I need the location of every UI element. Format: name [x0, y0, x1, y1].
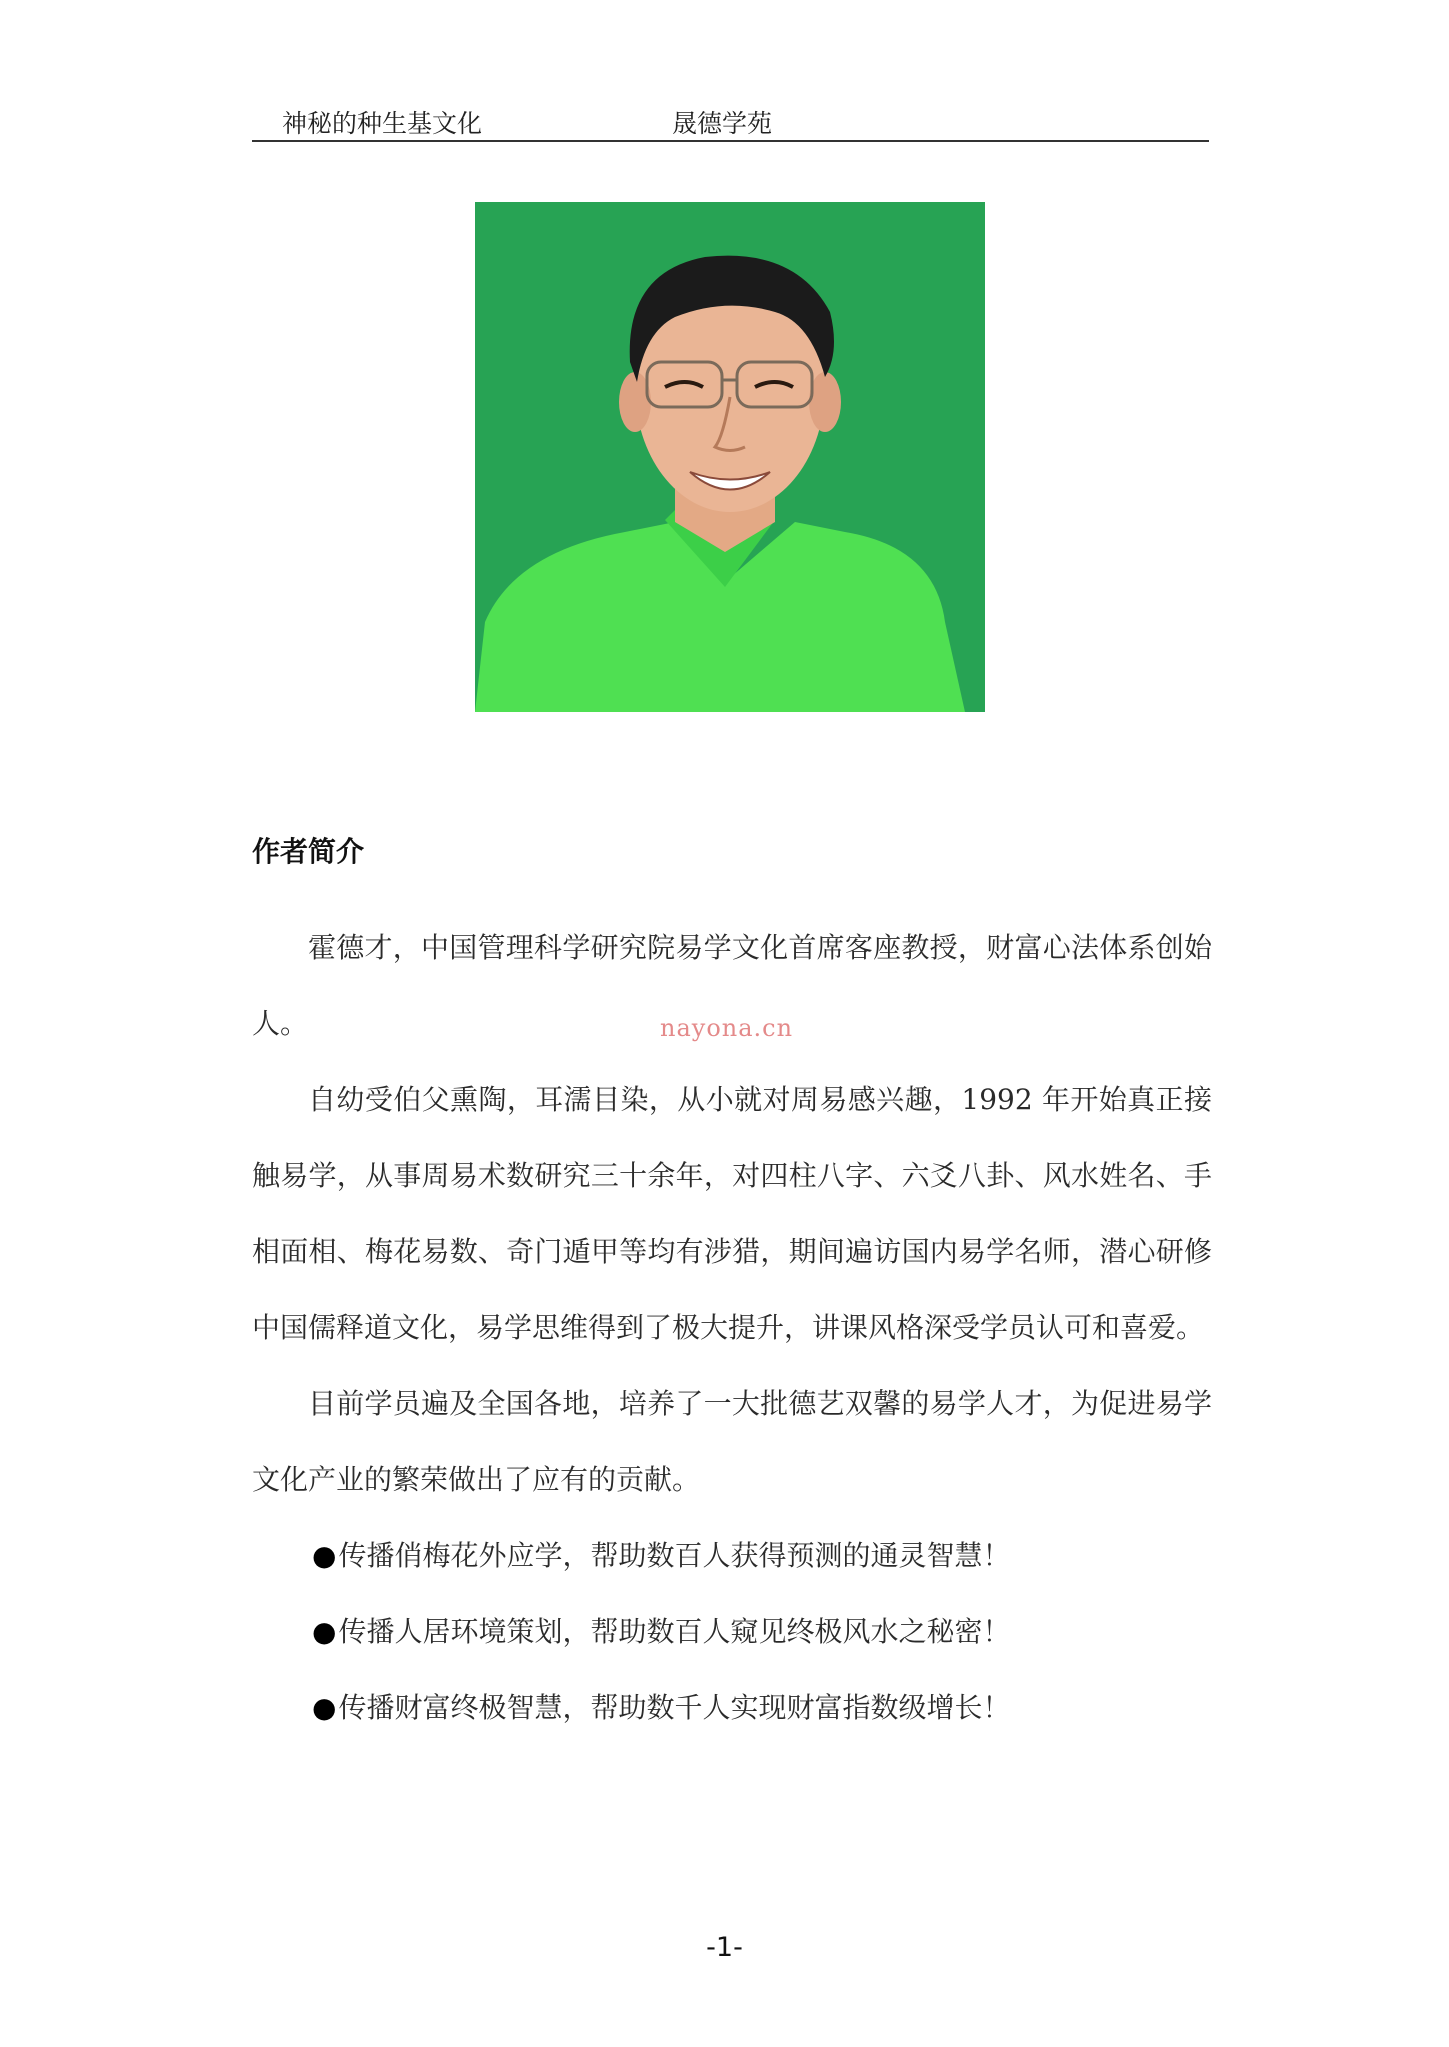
page-number: -1- [706, 1932, 743, 1963]
author-bio [252, 910, 1212, 1746]
header-publisher: 晟德学苑 [672, 109, 773, 138]
achievement-item [252, 1670, 1212, 1746]
bullet-icon: ● [312, 1539, 337, 1572]
section-title: 作者简介 [252, 835, 365, 868]
bio-paragraph: 霍德才，中国管理科学研究院易学文化首席客座教授，财富心法体系创始人。 [252, 931, 1212, 1040]
bio-paragraph: 目前学员遍及全国各地，培养了一大批德艺双馨的易学人才，为促进易学文化产业的繁荣做出了应有的贡献。 [252, 1387, 1212, 1496]
author-portrait [475, 202, 985, 712]
watermark: nayona.cn [660, 1014, 794, 1042]
header-book-title: 神秘的种生基文化 [282, 109, 483, 138]
achievement-text: 传播财富终极智慧，帮助数千人实现财富指数级增长！ [338, 1691, 1011, 1724]
achievement-item [252, 1594, 1212, 1670]
achievement-text: 传播俏梅花外应学，帮助数百人获得预测的通灵智慧！ [338, 1539, 1011, 1572]
bio-paragraph: 自幼受伯父熏陶，耳濡目染，从小就对周易感兴趣，1992 年开始真正接触易学，从事周易术数研究三十余年，对四柱八字、六爻八卦、风水姓名、手相面相、梅花易数、奇门遁甲等均有涉猎，期间遍访国内易学名师，潜心研修中国儒释道文化，易学思维得到了极大提升，讲课风格深受学员认可和喜爱。 [252, 1083, 1212, 1344]
page-header [252, 98, 1209, 142]
bullet-icon: ● [312, 1615, 337, 1648]
bullet-icon: ● [312, 1691, 337, 1724]
achievement-text: 传播人居环境策划，帮助数百人窥见终极风水之秘密！ [338, 1615, 1011, 1648]
achievement-item [252, 1518, 1212, 1594]
